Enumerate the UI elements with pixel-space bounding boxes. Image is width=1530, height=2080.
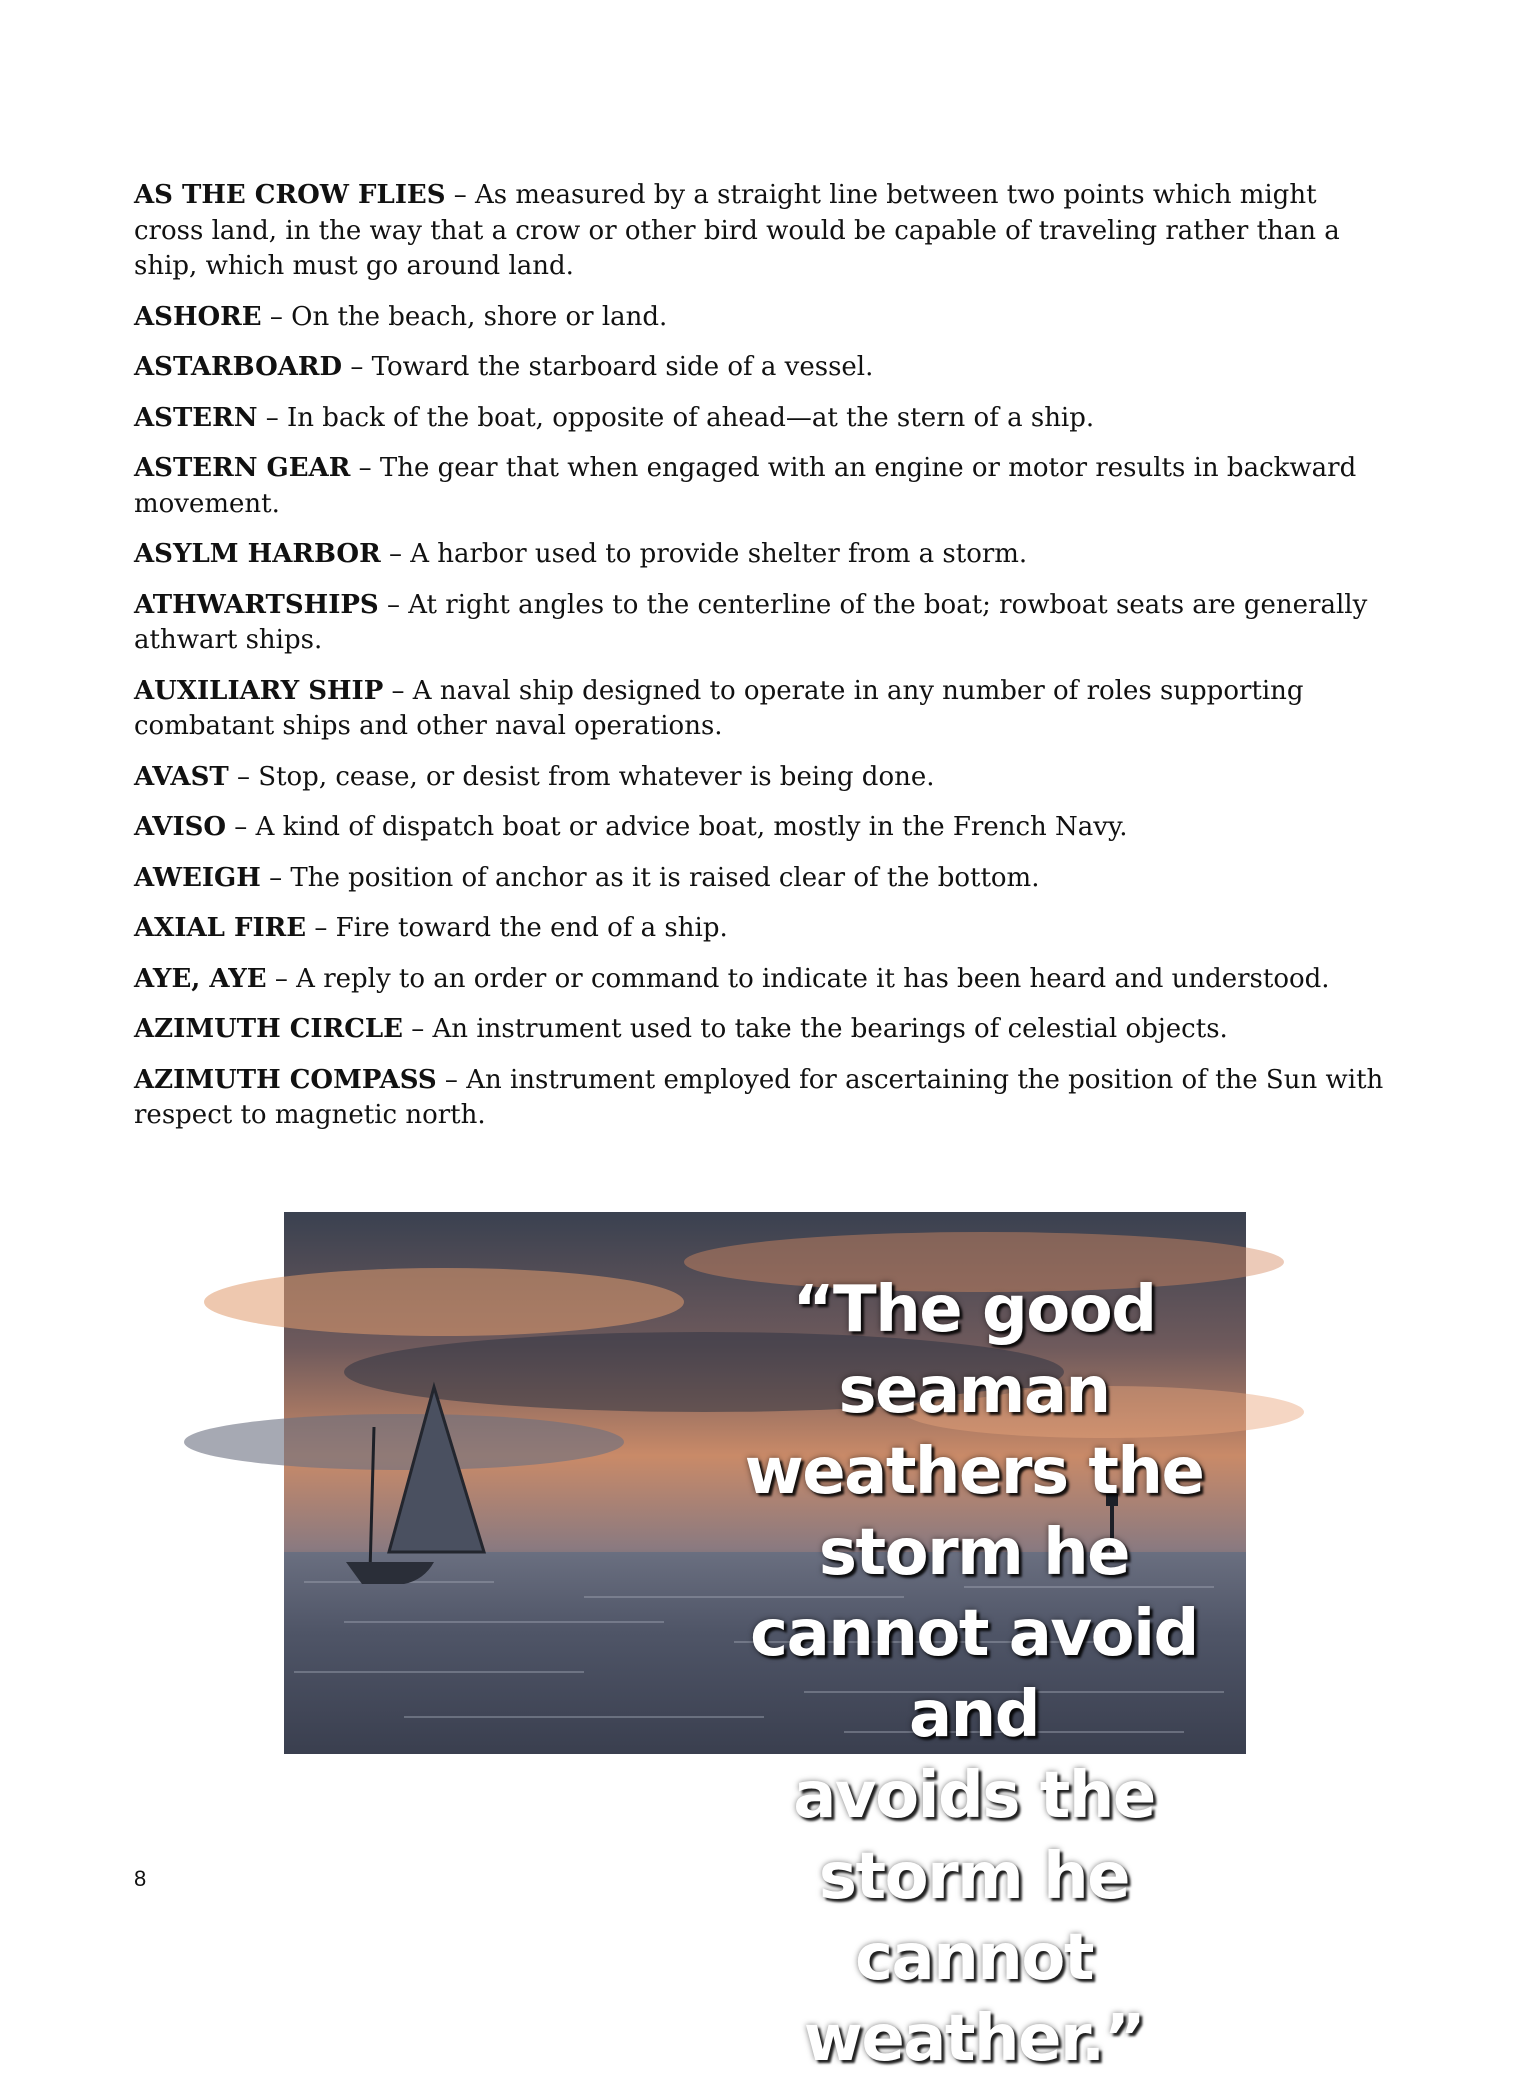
quote-line: cannot weather.” [803, 1921, 1145, 2076]
glossary-term: AYE, AYE [134, 963, 267, 994]
glossary-list [134, 178, 1394, 1149]
glossary-definition: – A harbor used to provide shelter from a storm. [380, 539, 1028, 569]
quote-line: cannot avoid and [750, 1597, 1198, 1752]
glossary-definition: – The position of anchor as it is raised clear of the bottom. [260, 862, 1040, 893]
glossary-term: ASHORE [134, 301, 262, 332]
glossary-entry [134, 537, 1394, 573]
glossary-definition: – Toward the starboard side of a vessel. [342, 352, 874, 382]
glossary-entry [134, 911, 1394, 947]
glossary-entry [134, 962, 1394, 998]
page-number: 8 [134, 1866, 147, 1891]
quote-line: weathers the storm he [744, 1435, 1204, 1590]
glossary-entry [134, 1063, 1394, 1134]
glossary-term: ASYLM HARBOR [134, 539, 381, 569]
glossary-term: AS THE CROW FLIES [134, 180, 446, 210]
glossary-definition: – A naval ship designed to operate in any number of roles supporting combatant ships and other naval operations. [134, 675, 1304, 741]
glossary-term: AZIMUTH COMPASS [134, 1064, 437, 1095]
glossary-definition: – A kind of dispatch boat or advice boat, mostly in the French Navy. [226, 812, 1128, 842]
glossary-entry [134, 760, 1394, 796]
glossary-entry [134, 1012, 1394, 1048]
glossary-definition: – Stop, cease, or desist from whatever is being done. [228, 761, 935, 792]
glossary-term: AUXILIARY SHIP [134, 675, 384, 706]
quote-line: “The good seaman [792, 1273, 1156, 1428]
glossary-entry [134, 401, 1394, 437]
glossary-term: ASTARBOARD [134, 352, 343, 382]
glossary-term: AXIAL FIRE [134, 913, 307, 943]
glossary-definition: – As measured by a straight line between two points which might cross land, in the way that a crow or other bird would be capable of traveling rather than a ship, which must go around land. [134, 180, 1340, 281]
glossary-definition: – An instrument employed for ascertaining the position of the Sun with respect to magnetic north. [134, 1064, 1384, 1130]
glossary-term: ATHWARTSHIPS [134, 589, 379, 620]
glossary-term: AVISO [134, 812, 227, 842]
glossary-entry [134, 588, 1394, 659]
glossary-entry [134, 178, 1394, 285]
glossary-entry [134, 350, 1394, 386]
glossary-definition: – Fire toward the end of a ship. [306, 913, 728, 943]
glossary-entry [134, 300, 1394, 336]
glossary-definition: – A reply to an order or command to indicate it has been heard and understood. [266, 963, 1330, 994]
sailboat-quote-image [284, 1212, 1246, 2076]
glossary-term: AVAST [134, 761, 229, 792]
glossary-term: ASTERN GEAR [134, 453, 351, 483]
quote-text [724, 1270, 1224, 2080]
glossary-definition: – On the beach, shore or land. [261, 301, 668, 332]
quote-line: avoids the storm he [793, 1759, 1155, 1914]
glossary-definition: – The gear that when engaged with an engine or motor results in backward movement. [134, 453, 1357, 519]
glossary-definition: – At right angles to the centerline of the boat; rowboat seats are generally athwart ships. [134, 589, 1368, 655]
glossary-definition: – An instrument used to take the bearings of celestial objects. [403, 1014, 1228, 1044]
glossary-entry [134, 861, 1394, 897]
glossary-entry [134, 674, 1394, 745]
glossary-term: AWEIGH [134, 862, 261, 893]
glossary-entry [134, 451, 1394, 522]
glossary-definition: – In back of the boat, opposite of ahead—at the stern of a ship. [257, 402, 1095, 433]
glossary-entry [134, 810, 1394, 846]
glossary-term: AZIMUTH CIRCLE [134, 1014, 403, 1044]
glossary-term: ASTERN [134, 402, 258, 433]
